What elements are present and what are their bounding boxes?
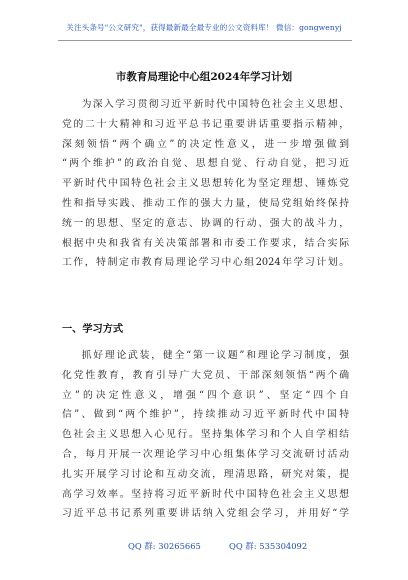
section-line: 立”的决定性意义，增强“四个意识”、坚定“四个自 bbox=[62, 389, 349, 401]
intro-line: 平新时代中国特色社会主义思想转化为坚定理想、锤炼党 bbox=[62, 178, 349, 190]
intro-line: 深刻领悟“两个确立”的决定性意义，进一步增强做到 bbox=[62, 138, 349, 150]
section-line: 化党性教育，教育引导广大党员、干部深刻领悟“两个确 bbox=[62, 369, 349, 381]
header-divider bbox=[58, 40, 352, 41]
intro-line: 为深入学习贯彻习近平新时代中国特色社会主义思想、 bbox=[81, 99, 349, 110]
section-line: 色社会主义思想入心见行。坚持集体学习和个人自学相结 bbox=[62, 429, 349, 441]
section-heading: 一、学习方式 bbox=[62, 323, 124, 335]
intro-paragraph bbox=[62, 95, 349, 273]
section-line: 信”、做到“两个维护”，持续推动习近平新时代中国特 bbox=[62, 409, 349, 421]
intro-line: “两个维护”的政治自觉、思想自觉、行动自觉，把习近 bbox=[62, 158, 349, 170]
intro-line: 性和指导实践、推动工作的强大力量，使局党组始终保持 bbox=[62, 197, 349, 209]
header-banner: 关注头条号"公文研究"，获得最新最全最专业的公文资料库！ 微信：gongwenyj bbox=[66, 23, 342, 32]
footer bbox=[0, 540, 408, 554]
section-paragraph bbox=[62, 346, 349, 524]
section-line: 高学习效率。坚持将习近平新时代中国特色社会主义思想 bbox=[62, 488, 349, 500]
section-line: 抓好理论武装，健全“第一议题”和理论学习制度，强 bbox=[81, 350, 349, 361]
section-line: 习近平总书记系列重要讲话纳入党组会学习，并用好“学 bbox=[62, 508, 349, 520]
section-line: 合，每月开展一次理论学习中心组集体学习交流研讨活动 bbox=[62, 448, 349, 460]
intro-line: 党的二十大精神和习近平总书记重要讲话重要指示精神， bbox=[62, 118, 349, 130]
intro-line: 工作，特制定市教育局理论学习中心组2024年学习计划。 bbox=[62, 257, 349, 269]
document-title: 市教育局理论中心组2024年学习计划 bbox=[115, 71, 293, 83]
footer-qq-group-1: QQ 群: 30265665 bbox=[128, 541, 201, 551]
footer-qq-group-2: QQ 群: 535304092 bbox=[229, 541, 308, 551]
intro-line: 根据中央和我省有关决策部署和市委工作要求，结合实际 bbox=[62, 237, 349, 249]
intro-line: 统一的思想、坚定的意志、协调的行动、强大的战斗力， bbox=[62, 217, 349, 229]
section-line: 扎实开展学习讨论和互动交流，理清思路，研究对策，提 bbox=[62, 468, 349, 480]
